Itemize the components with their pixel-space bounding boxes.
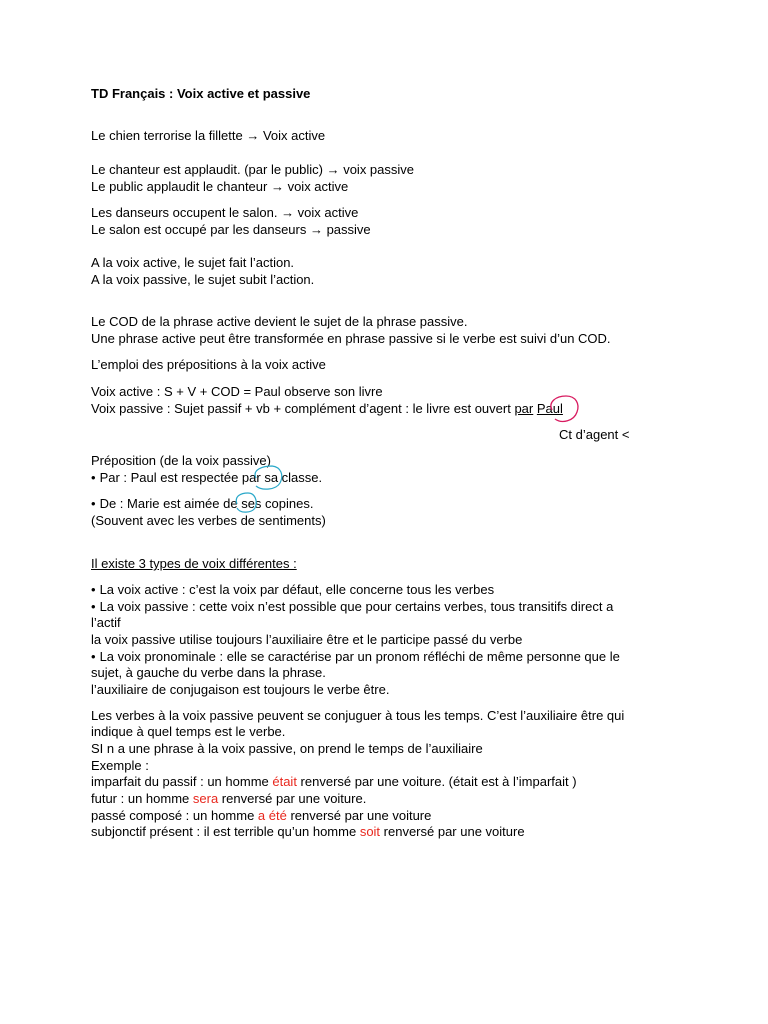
example-danseurs-active: Les danseurs occupent le salon. → voix active (91, 205, 359, 220)
prep-heading: Préposition (de la voix passive) (91, 453, 271, 468)
tense-subj-pre: subjonctif présent : il est terrible qu’un homme (91, 824, 360, 839)
type-active: • La voix active : c’est la voix par défaut, elle concerne tous les verbes (91, 582, 494, 598)
tense-imparfait (91, 774, 577, 790)
rule-active: A la voix active, le sujet fait l’action. (91, 255, 295, 270)
prep-de-word: de (223, 496, 238, 511)
rule-transform: Une phrase active peut être transformée en phrase passive si le verbe est suivi d’un COD. (91, 331, 611, 346)
example-chanteur-passive: Le chanteur est applaudit. (par le public) → voix passive (91, 162, 415, 177)
tense-imparfait-pre: imparfait du passif : un homme (91, 774, 273, 789)
rule-cod: Le COD de la phrase active devient le sujet de la phrase passive. (91, 314, 468, 329)
page-title: TD Français : Voix active et passive (91, 86, 311, 101)
tense-passe-compose (91, 808, 431, 824)
tense-pc-post: renversé par une voiture (286, 808, 432, 823)
prep-de-pre: De : Marie est aimée (99, 496, 224, 511)
prep-par-post: sa classe. (260, 470, 323, 485)
prep-de-post: ses copines. (237, 496, 314, 511)
formula-active: Voix active : S + V + COD = Paul observe son livre (91, 384, 383, 399)
tense-imparfait-verb: était (272, 774, 297, 789)
formula-par-word: par (514, 401, 534, 416)
type-passive-line2: l’actif (91, 615, 121, 630)
tense-futur (91, 791, 366, 807)
prep-note: (Souvent avec les verbes de sentiments) (91, 513, 326, 528)
type-pronominal-line3: l’auxiliaire de conjugaison est toujours le verbe être. (91, 682, 390, 697)
tenses-line1: Les verbes à la voix passive peuvent se conjuguer à tous les temps. C’est l’auxiliaire être qui (91, 708, 625, 723)
example-chien: Le chien terrorise la fillette → Voix active (91, 128, 326, 143)
prep-par-item (91, 470, 322, 486)
types-heading: Il existe 3 types de voix différentes : (91, 556, 297, 571)
tense-subj-post: renversé par une voiture (380, 824, 525, 839)
ct-agent-label: Ct d’agent < (559, 427, 630, 442)
tense-futur-verb: sera (192, 791, 219, 806)
tenses-line2: indique à quel temps est le verbe. (91, 724, 286, 739)
formula-paul-word: Paul (536, 401, 563, 416)
type-passive-line3: la voix passive utilise toujours l’auxiliaire être et le participe passé du verbe (91, 632, 523, 647)
type-pronominal-line1: • La voix pronominale : elle se caractérise par un pronom réfléchi de même personne que le (91, 649, 620, 665)
tense-pc-pre: passé composé : un homme (91, 808, 258, 823)
tenses-line3: SI n a une phrase à la voix passive, on prend le temps de l’auxiliaire (91, 741, 483, 756)
prep-par-pre: Par : Paul est respectée (99, 470, 242, 485)
tense-pc-verb: a été (257, 808, 287, 823)
tense-futur-pre: futur : un homme (91, 791, 193, 806)
emploi-heading: L’emploi des prépositions à la voix active (91, 357, 326, 372)
tense-subjonctif (91, 824, 525, 840)
type-passive-line1: • La voix passive : cette voix n’est possible que pour certains verbes, tous transitifs direct a (91, 599, 613, 615)
type-pronominal-line2: sujet, à gauche du verbe dans la phrase. (91, 665, 326, 680)
example-chanteur-active: Le public applaudit le chanteur → voix active (91, 179, 349, 194)
example-salon-passive: Le salon est occupé par les danseurs → passive (91, 222, 371, 237)
tenses-example-label: Exemple : (91, 758, 149, 773)
formula-passive (91, 401, 563, 417)
formula-passive-text: Voix passive : Sujet passif + vb + complément d’agent : le livre est ouvert (91, 401, 515, 416)
tense-futur-post: renversé par une voiture. (218, 791, 367, 806)
rule-passive: A la voix passive, le sujet subit l’action. (91, 272, 315, 287)
tense-imparfait-post: renversé par une voiture. (était est à l’imparfait ) (296, 774, 577, 789)
prep-de-item (91, 496, 313, 512)
prep-par-word: par (241, 470, 261, 485)
tense-subj-verb: soit (359, 824, 381, 839)
